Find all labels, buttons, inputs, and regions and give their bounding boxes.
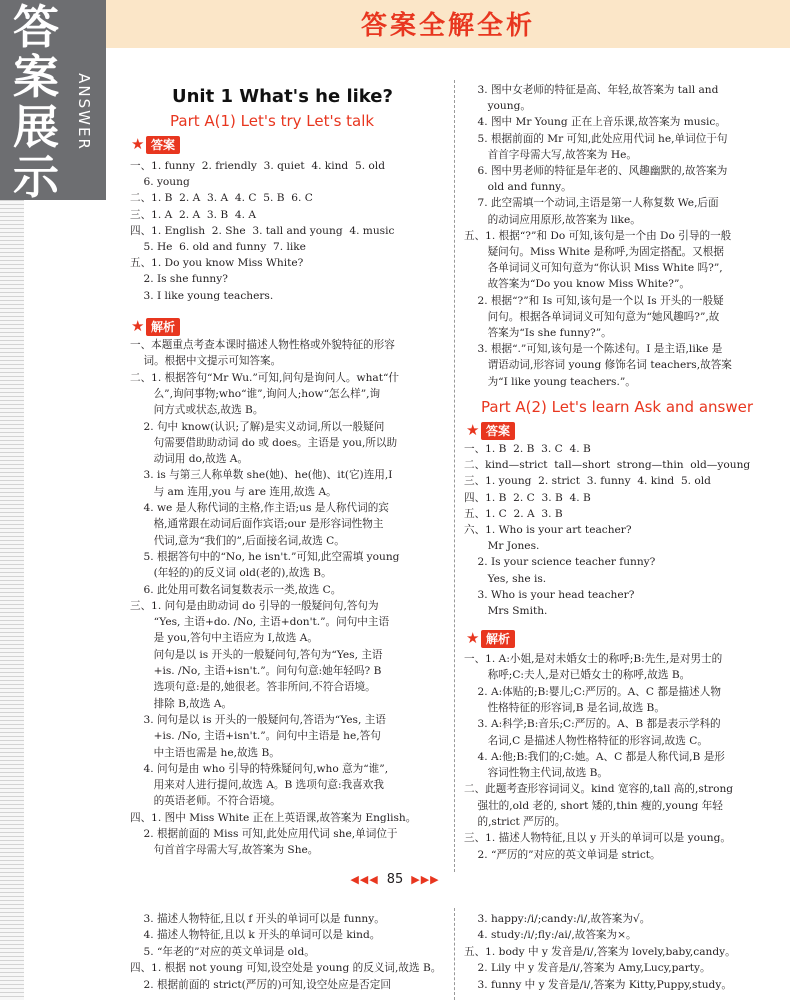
text-line: 2. 根据“?”和 Is 可知,该句是一个以 Is 开头的一般疑 <box>464 294 724 307</box>
text-line: 三、1. 问句是由助动词 do 引导的一般疑问句,答句为 <box>130 599 379 612</box>
answer-badge-label: 答案 <box>481 422 515 440</box>
text-line: 么”,询问事物;who“谁”,询问人;how“怎么样”,询 <box>130 387 381 400</box>
text-line: 句首首字母需大写,故答案为 She。 <box>130 844 319 857</box>
sidebar-chinese-title <box>6 2 66 202</box>
text-line: 3. is 与第三人称单数 she(她)、he(他)、it(它)连用,I <box>130 469 393 482</box>
unit-title: Unit 1 What's he like? <box>172 86 393 107</box>
text-line: 六、1. Who is your art teacher? <box>464 524 632 536</box>
text-line: 3. 描述人物特征,且以 f 开头的单词可以是 funny。 <box>130 913 385 925</box>
text-line: 动词用 do,故选 A。 <box>130 453 249 466</box>
text-line: 四、1. English 2. She 3. tall and young 4. music <box>130 224 395 237</box>
text-line: 二、1. 根据答句“Mr Wu.”可知,问句是询问人。what“什 <box>130 371 399 384</box>
text-line: 5. “年老的”对应的英文单词是 old。 <box>130 945 315 958</box>
text-line: 各单词词义可知句意为“你认识 Miss White 吗?”, <box>464 262 723 275</box>
text-line: 4. A:他;B:我们的;C:她。A、C 都是人称代词,B 是形 <box>464 750 725 763</box>
text-line: 谓语动词,形容词 young 修饰名词 teachers,故答案 <box>464 359 732 372</box>
left-arrows-icon: ◀◀◀ <box>350 873 379 886</box>
part-a2-title: Part A(2) Let's learn Ask and answer <box>481 398 754 416</box>
text-line: 格,通常跟在动词后面作宾语;our 是形容词性物主 <box>130 518 384 531</box>
text-line: 排除 B,故选 A。 <box>130 697 233 710</box>
text-line: 用来对人进行提问,故选 A。B 选项句意:我喜欢我 <box>130 779 384 792</box>
text-line: 二、1. B 2. A 3. A 4. C 5. B 6. C <box>130 192 313 205</box>
text-line: 四、1. 图中 Miss White 正在上英语课,故答案为 English。 <box>130 811 417 824</box>
star-icon: ★ <box>466 629 480 647</box>
text-line: (年轻的)的反义词 old(老的),故选 B。 <box>130 567 332 580</box>
right-arrows-icon: ▶▶▶ <box>411 873 440 886</box>
text-line: 2. Lily 中 y 发音是/i/,答案为 Amy,Lucy,party。 <box>464 962 711 975</box>
text-line: 6. 图中男老师的特征是年老的、风趣幽默的,故答案为 <box>464 165 728 177</box>
text-line: 故答案为“Do you know Miss White?”。 <box>464 278 691 291</box>
text-line: 词。根据中文提示可知答案。 <box>130 355 282 368</box>
text-line: 4. 图中 Mr Young 正在上音乐课,故答案为 music。 <box>464 116 726 129</box>
text-line: Yes, she is. <box>464 572 547 585</box>
text-line: Mrs Smith. <box>464 605 548 617</box>
answer-sidebar-tab <box>0 0 106 204</box>
text-line: 句需要借助助动词 do 或 does。主语是 you,所以助 <box>130 436 398 449</box>
text-line: 4. 问句是由 who 引导的特殊疑问句,who 意为“谁”, <box>130 762 389 775</box>
text-line: 3. 图中女老师的特征是高、年轻,故答案为 tall and <box>464 84 719 96</box>
sidebar-char: 示 <box>13 150 59 204</box>
text-line: 4. we 是人称代词的主格,作主语;us 是人称代词的宾 <box>130 502 389 514</box>
text-line: 五、1. body 中 y 发音是/i/,答案为 lovely,baby,candy。 <box>464 945 736 958</box>
text-line: 选项句意:是的,她很老。答非所问,不符合语境。 <box>130 681 376 694</box>
analysis-badge-label: 解析 <box>481 630 515 648</box>
text-line: 与 am 连用,you 与 are 连用,故选 A。 <box>130 485 337 498</box>
sidebar-english-text: ANSWER <box>75 73 93 151</box>
page-title: 答案全解全析 <box>360 11 535 41</box>
text-line: 首首字母需大写,故答案为 He。 <box>464 148 637 161</box>
text-line: 一、1. B 2. B 3. C 4. B <box>464 443 591 455</box>
text-line: 4. 描述人物特征,且以 k 开头的单词可以是 kind。 <box>130 929 381 942</box>
answer-badge-label: 答案 <box>146 136 180 154</box>
text-line: 5. 根据前面的 Mr 可知,此处应用代词 he,单词位于句 <box>464 132 728 145</box>
text-line: 中主语也需是 he,故选 B。 <box>130 746 280 759</box>
sidebar-char: 答 <box>13 0 59 54</box>
text-line: 3. happy:/i/;candy:/i/,故答案为√。 <box>464 913 651 925</box>
text-line: 问句。根据各单词词义可知句意为“她风趣吗?”,故 <box>464 310 720 323</box>
text-line: 4. study:/i/;fly:/ai/,故答案为×。 <box>464 929 637 942</box>
text-line: young。 <box>464 100 531 113</box>
text-line: 3. funny 中 y 发音是/i/,答案为 Kitty,Puppy,study。 <box>464 978 732 991</box>
text-line: 五、1. 根据“?”和 Do 可知,该句是一个由 Do 引导的一般 <box>464 229 732 242</box>
text-line: 二、kind—strict tall—short strong—thin old—young <box>464 459 751 472</box>
text-line: 是 you,答句中主语应为 I,故选 A。 <box>130 632 318 645</box>
sidebar-english-label <box>60 52 108 172</box>
text-line: 2. 根据前面的 strict(严厉的)可知,设空处应是否定回 <box>130 978 391 991</box>
column-divider <box>454 80 455 872</box>
text-line: +is. /No, 主语+isn't.”。问句中主语是 he,答句 <box>130 730 381 743</box>
star-icon: ★ <box>466 421 480 439</box>
text-line: 5. He 6. old and funny 7. like <box>130 241 306 253</box>
text-line: 四、1. B 2. C 3. B 4. B <box>464 491 591 504</box>
part-a1-title: Part A(1) Let's try Let's talk <box>170 112 375 130</box>
star-icon: ★ <box>131 317 145 335</box>
text-line: Mr Jones. <box>464 540 540 553</box>
text-line: 三、1. 描述人物特征,且以 y 开头的单词可以是 young。 <box>464 832 731 845</box>
text-line: 6. young <box>130 176 190 189</box>
text-line: 二、此题考查形容词词义。kind 宽容的,tall 高的,strong <box>464 783 734 796</box>
text-line: 问句是以 is 开头的一般疑问句,答句为“Yes, 主语 <box>130 648 383 661</box>
text-line: +is. /No, 主语+isn't.”。问句句意:她年轻吗? B <box>130 665 382 677</box>
text-line: 五、1. Do you know Miss White? <box>130 257 304 270</box>
analysis-badge-label: 解析 <box>146 318 180 336</box>
text-line: 3. I like young teachers. <box>130 289 274 302</box>
analysis-badge <box>466 629 515 647</box>
text-line: 三、1. young 2. strict 3. funny 4. kind 5. old <box>464 475 711 488</box>
text-line: 的动词应用原形,故答案为 like。 <box>464 213 641 226</box>
text-line: 一、1. funny 2. friendly 3. quiet 4. kind 5. old <box>130 160 385 172</box>
text-line: 5. 根据答句中的“No, he isn't.”可知,此空需填 young <box>130 550 400 563</box>
text-line: 3. 问句是以 is 开头的一般疑问句,答语为“Yes, 主语 <box>130 713 386 726</box>
text-line: 疑问句。Miss White 是称呼,为固定搭配。又根据 <box>464 246 724 258</box>
analysis-badge <box>131 317 180 335</box>
text-line: 一、1. A:小姐,是对未婚女士的称呼;B:先生,是对男士的 <box>464 653 723 665</box>
text-line: 四、1. 根据 not young 可知,设空处是 young 的反义词,故选 B。 <box>130 962 442 975</box>
text-line: 为“I like young teachers.”。 <box>464 375 636 388</box>
text-line: 性格特征的形容词,B 是名词,故选 B。 <box>464 701 665 714</box>
text-line: old and funny。 <box>464 181 572 194</box>
text-line: 6. 此处用可数名词复数表示一类,故选 C。 <box>130 583 342 596</box>
text-line: 2. 句中 know(认识;了解)是实义动词,所以一般疑问 <box>130 420 385 433</box>
text-line: 3. A:科学;B:音乐;C:严厉的。A、B 都是表示学科的 <box>464 718 721 731</box>
text-line: 一、本题重点考查本课时描述人物性格或外貌特征的形容 <box>130 339 395 351</box>
text-line: 2. A:体贴的;B:婴儿;C:严厉的。A、C 都是描述人物 <box>464 685 721 698</box>
text-line: 问方式或状态,故选 B。 <box>130 404 264 417</box>
column-divider-bottom <box>454 908 455 1000</box>
sidebar-char: 案 <box>13 50 59 104</box>
sidebar-char: 展 <box>13 100 59 154</box>
page-number: 85 <box>386 872 404 887</box>
text-line: 7. 此空需填一个动词,主语是第一人称复数 We,后面 <box>464 197 719 210</box>
answer-badge <box>131 135 180 153</box>
text-line: 名词,C 是描述人物性格特征的形容词,故选 C。 <box>464 734 708 747</box>
text-line: 2. “严厉的”对应的英文单词是 strict。 <box>464 848 661 861</box>
text-line: 三、1. A 2. A 3. B 4. A <box>130 208 257 221</box>
text-line: 强壮的,old 老的, short 矮的,thin 瘦的,young 年轻 <box>464 799 723 812</box>
text-line: 代词,意为“我们的”,后面接名词,故选 C。 <box>130 534 345 547</box>
text-line: “Yes, 主语+do. /No, 主语+don't.”。问句中主语 <box>130 616 390 629</box>
page-footer <box>0 872 790 887</box>
text-line: 的英语老师。不符合语境。 <box>130 795 281 808</box>
text-line: 答案为“Is she funny?”。 <box>464 327 612 339</box>
text-line: 容词性物主代词,故选 B。 <box>464 767 609 780</box>
answer-badge <box>466 421 515 439</box>
text-line: 2. Is she funny? <box>130 273 228 286</box>
text-line: 3. Who is your head teacher? <box>464 588 635 601</box>
text-line: 称呼;C:夫人,是对已婚女士的称呼,故选 B。 <box>464 669 691 682</box>
text-line: 2. 根据前面的 Miss 可知,此处应用代词 she,单词位于 <box>130 828 398 840</box>
text-line: 3. 根据“.”可知,该句是一个陈述句。I 是主语,like 是 <box>464 343 723 356</box>
star-icon: ★ <box>131 135 145 153</box>
text-line: 2. Is your science teacher funny? <box>464 556 656 569</box>
text-line: 的,strict 严厉的。 <box>464 816 566 828</box>
text-line: 五、1. C 2. A 3. B <box>464 507 563 520</box>
